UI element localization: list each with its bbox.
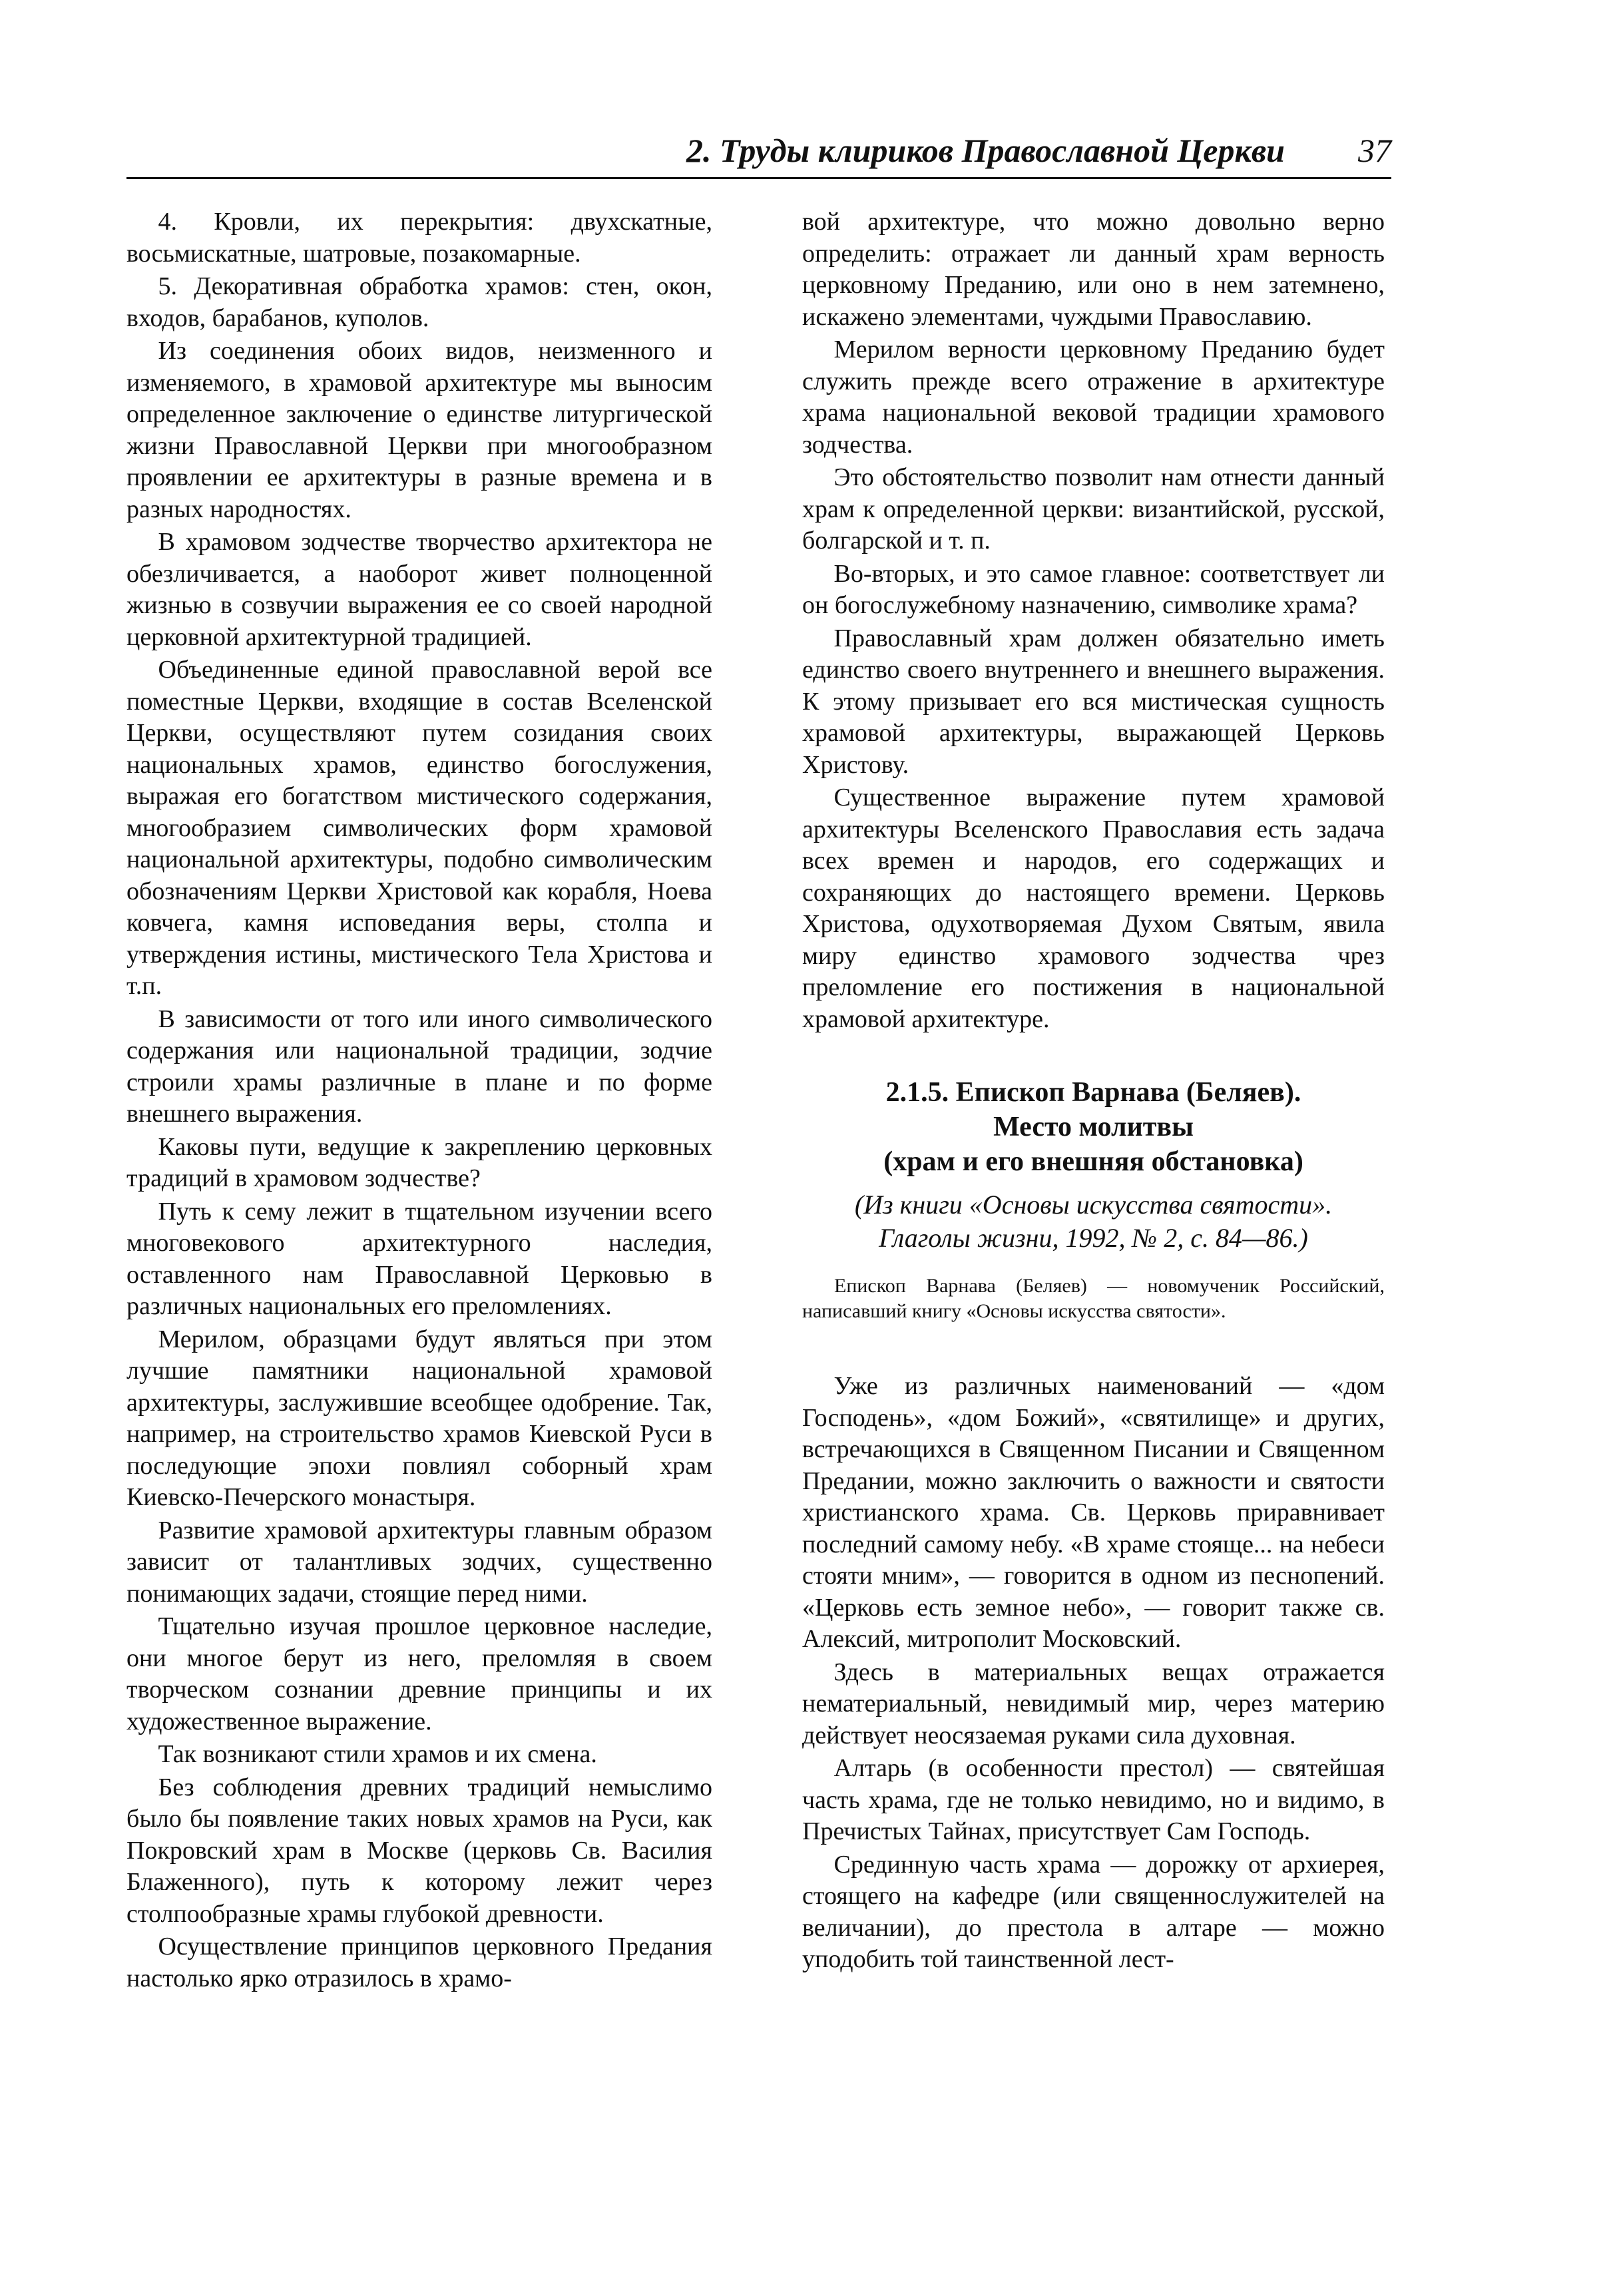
paragraph: 4. Кровли, их перекрытия: двухскатные, восьмискатные, шатровые, позакомарные. — [126, 208, 712, 268]
paragraph: Алтарь (в особенности престол) — святейшая часть храма, где не только невидимо, но и видимо, в Пречистых Тайнах, присутствует Сам Господь. — [802, 1754, 1385, 1845]
paragraph: Путь к сему лежит в тщательном изучении всего многовекового архитектурного наследия, оставленного нам Православной Церковью в различных национальных его преломлениях. — [126, 1197, 712, 1320]
paragraph: Во-вторых, и это самое главное: соответствует ли он богослужебному назначению, символике храма? — [802, 559, 1385, 619]
paragraph: Из соединения обоих видов, неизменного и изменяемого, в храмовой архитектуре мы выносим определенное заключение о единстве литургической жизни Православной Церкви при многообразном проявлении ее архитектуры в разные времена и в разных народностях. — [126, 337, 712, 523]
section-title-line: Место молитвы — [993, 1112, 1194, 1142]
running-title: 2. Труды клириков Православной Церкви — [686, 132, 1285, 169]
paragraph: Так возникают стили храмов и их смена. — [158, 1740, 597, 1768]
running-head — [126, 130, 1391, 179]
page-number: 37 — [1358, 132, 1391, 169]
author-bio-note: Епископ Варнава (Беляев) — новомученик Российский, написавший книгу «Основы искусства святости». — [802, 1275, 1385, 1322]
paragraph: В храмовом зодчестве творчество архитектора не обезличивается, а наоборот живет полноценной жизнью в созвучии выражения ее со своей народной церковной архитектурной традицией. — [126, 528, 712, 651]
paragraph: Без соблюдения древних традиций немыслимо было бы появление таких новых храмов на Руси, как Покровский храм в Москве (церковь Св. Василия Блаженного), путь к которому лежит через столпообразные храмы глубокой древности. — [126, 1773, 712, 1928]
paragraph: вой архитектуре, что можно довольно верно определить: отражает ли данный храм верность церковному Преданию, или оно в нем затемнено, искажено элементами, чуждыми Православию. — [802, 208, 1385, 331]
source-line: (Из книги «Основы искусства святости». — [854, 1190, 1333, 1220]
section-title-line: (храм и его внешняя обстановка) — [883, 1146, 1303, 1177]
source-citation — [802, 1188, 1385, 1255]
paragraph: Православный храм должен обязательно иметь единство своего внутреннего и внешнего выражения. К этому призывает его вся мистическая сущность храмовой архитектуры, выражающей Церковь Христову. — [802, 624, 1385, 779]
paragraph: Мерилом, образцами будут являться при этом лучшие памятники национальной храмовой архитектуры, заслужившие всеобщее одобрение. Так, например, на строительство храмов Киевской Руси в последующие эпохи повлиял соборный храм Киевско-Печерского монастыря. — [126, 1325, 712, 1511]
left-column — [126, 206, 712, 1996]
paragraph: Здесь в материальных вещах отражается нематериальный, невидимый мир, через материю действует неосязаемая руками сила духовная. — [802, 1658, 1385, 1749]
paragraph: Осуществление принципов церковного Предания настолько ярко отразилось в храмо- — [126, 1933, 712, 1992]
source-line: Глаголы жизни, 1992, № 2, с. 84—86.) — [879, 1223, 1308, 1253]
paragraph: Срединную часть храма — дорожку от архиерея, стоящего на кафедре (или священнослужителей на величании), до престола в алтаре — можно уподобить той таинственной лест- — [802, 1850, 1385, 1973]
paragraph: Развитие храмовой архитектуры главным образом зависит от талантливых зодчих, существенно понимающих задачи, стоящие перед ними. — [126, 1516, 712, 1608]
paragraph: Мерилом верности церковному Преданию будет служить прежде всего отражение в архитектуре храма национальной вековой традиции храмового зодчества. — [802, 336, 1385, 459]
paragraph: Уже из различных наименований — «дом Господень», «дом Божий», «святилище» и других, встречающихся в Священном Писании и Священном Предании, можно заключить о важности и святости христианского храма. Св. Церковь приравнивает последний самому небу. «В храме стояще... на небеси стояти мним», — говорится в одном из песнопений. «Церковь есть земное небо», — говорит также св. Алексий, митрополит Московский. — [802, 1372, 1385, 1653]
paragraph: Это обстоятельство позволит нам отнести данный храм к определенной церкви: византийской, русской, болгарской и т. п. — [802, 463, 1385, 555]
paragraph: 5. Декоративная обработка храмов: стен, окон, входов, барабанов, куполов. — [126, 272, 712, 332]
paragraph: В зависимости от того или иного символического содержания или национальной традиции, зодчие строили храмы различные в плане и по форме внешнего выражения. — [126, 1005, 712, 1128]
right-column — [802, 206, 1385, 1977]
section-title-line: 2.1.5. Епископ Варнава (Беляев). — [885, 1077, 1301, 1108]
paragraph: Объединенные единой православной верой все поместные Церкви, входящие в состав Вселенской Церкви, осуществляют путем созидания своих национальных храмов, единство богослужения, выражая его богатством мистического содержания, многообразием символических форм храмовой национальной архитектуры, подобно символическим обозначениям Церкви Христовой как корабля, Ноева ковчега, камня исповедания веры, столпа и утверждения истины, мистического Тела Христова и т.п. — [126, 656, 712, 1000]
paragraph: Существенное выражение путем храмовой архитектуры Вселенского Православия есть задача всех времен и народов, его содержащих и сохраняющих до настоящего времени. Церковь Христова, одухотворяемая Духом Святым, явила миру единство храмового зодчества чрез преломление его постижения в национальной храмовой архитектуре. — [802, 784, 1385, 1033]
paragraph: Каковы пути, ведущие к закреплению церковных традиций в храмовом зодчестве? — [126, 1132, 712, 1192]
paragraph: Тщательно изучая прошлое церковное наследие, они многое берут из него, преломляя в своем творческом сознании древние принципы и их художественное выражение. — [126, 1612, 712, 1735]
section-heading-block — [802, 1075, 1385, 1255]
